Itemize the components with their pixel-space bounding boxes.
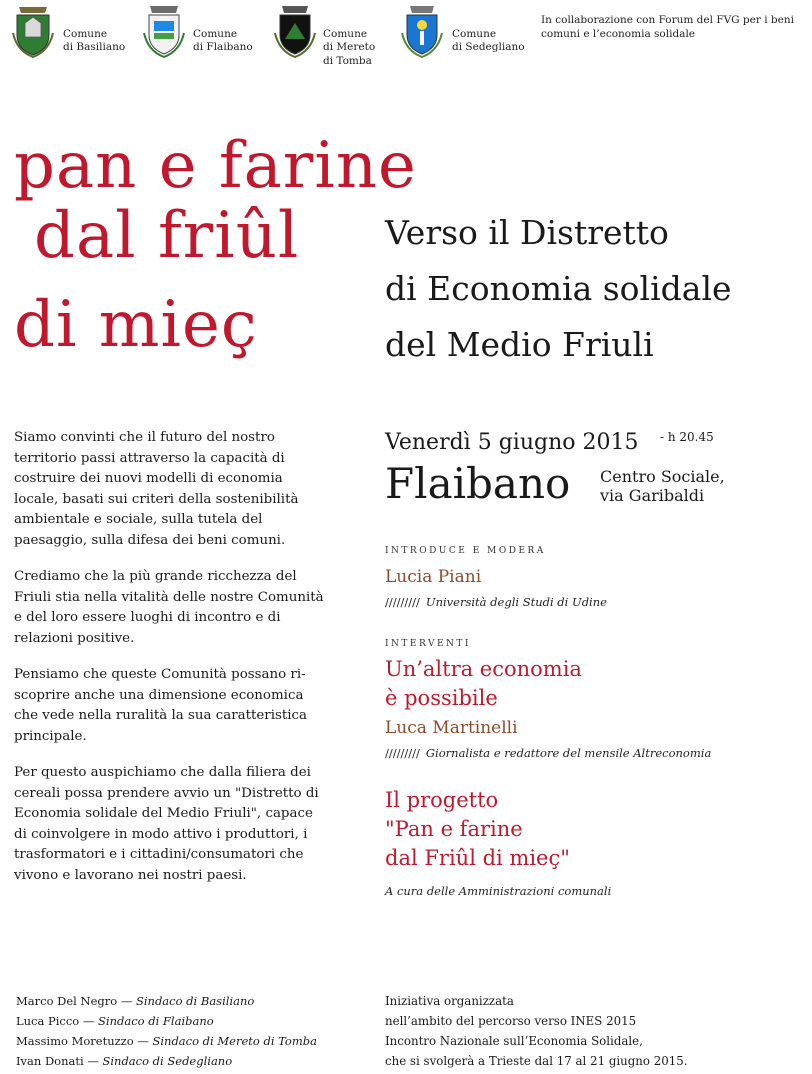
flaibano-crest (142, 3, 186, 59)
subtitle-line-3: del Medio Friuli (385, 325, 654, 364)
body-paragraph: Crediamo che la più grande ricchezza del Friuli stia nella vitalità delle nostre Comunità e del loro essere luoghi di incontro e di relazioni positive. (14, 569, 324, 646)
event-time: - h 20.45 (660, 430, 714, 444)
moderator-affiliation: ///////// Università degli Studi di Udine (385, 595, 607, 609)
slash-divider: ///////// (385, 746, 420, 760)
basiliano-crest (11, 3, 55, 59)
talk2-credit: A cura delle Amministrazioni comunali (385, 884, 612, 898)
mayor-row: Luca Picco — Sindaco di Flaibano (16, 1014, 214, 1028)
mereto-crest (273, 3, 317, 59)
event-date: Venerdì 5 giugno 2015 (385, 430, 639, 455)
sedegliano-crest (400, 3, 444, 59)
slash-divider: ///////// (385, 595, 420, 609)
talk1-title-line-2: è possibile (385, 686, 498, 710)
talk1-title-line-1: Un’altra economia (385, 657, 582, 681)
title-line-1: pan e farine (14, 129, 417, 203)
footer-note: Iniziativa organizzata nell’ambito del percorso verso INES 2015 Incontro Nazionale sull’Economia Solidale, che si svolgerà a Trieste dal 17 al 21 giugno 2015. (385, 994, 688, 1068)
interventions-label: INTERVENTI (385, 639, 471, 649)
speaker1-name: Luca Martinelli (385, 718, 518, 738)
subtitle-line-2: di Economia solidale (385, 269, 732, 308)
talk2-title-line-2: "Pan e farine (385, 817, 523, 841)
event-city: Flaibano (385, 459, 571, 508)
talk2-title-line-3: dal Friûl di mieç" (385, 846, 570, 870)
mayor-row: Marco Del Negro — Sindaco di Basiliano (16, 994, 255, 1008)
collaboration-note: In collaborazione con Forum del FVG per i beni comuni e l’economia solidale (541, 14, 794, 40)
comune-label-basiliano: Comune di Basiliano (63, 27, 126, 53)
body-paragraph: Siamo convinti che il futuro del nostro territorio passi attraverso la capacità di costruire dei nuovi modelli di economia locale, basati sui criteri della sostenibilità ambientale e sociale, sulla tutela del paesaggio, sulla difesa dei beni comuni. (14, 430, 299, 548)
comune-label-flaibano: Comune di Flaibano (193, 27, 253, 53)
event-venue: Centro Sociale, via Garibaldi (600, 467, 725, 505)
body-paragraph: Per questo auspichiamo che dalla filiera dei cereali possa prendere avvio un "Distretto di Economia solidale del Medio Friuli", capace di coinvolgere in modo attivo i produttori, i trasformatori e i cittadini/consumatori che vivono e lavorano nei nostri paesi. (14, 765, 319, 883)
moderator-name: Lucia Piani (385, 567, 482, 587)
intro-label: INTRODUCE E MODERA (385, 546, 546, 556)
subtitle-line-1: Verso il Distretto (385, 213, 669, 252)
talk2-title-line-1: Il progetto (385, 788, 499, 812)
mayors-list (16, 991, 317, 1071)
comune-label-mereto: Comune di Mereto di Tomba (323, 27, 376, 67)
speaker1-affiliation: ///////// Giornalista e redattore del mensile Altreconomia (385, 746, 712, 760)
title-line-2: dal friûl (34, 199, 300, 273)
title-line-3: di mieç (14, 288, 258, 362)
comune-label-sedegliano: Comune di Sedegliano (452, 27, 525, 53)
body-paragraph: Pensiamo che queste Comunità possano ri-scoprire anche una dimensione economica che vede nella ruralità la sua caratteristica principale. (14, 667, 308, 744)
body-text (14, 428, 324, 902)
mayor-row: Massimo Moretuzzo — Sindaco di Mereto di Tomba (16, 1034, 317, 1048)
mayor-row: Ivan Donati — Sindaco di Sedegliano (16, 1054, 233, 1068)
